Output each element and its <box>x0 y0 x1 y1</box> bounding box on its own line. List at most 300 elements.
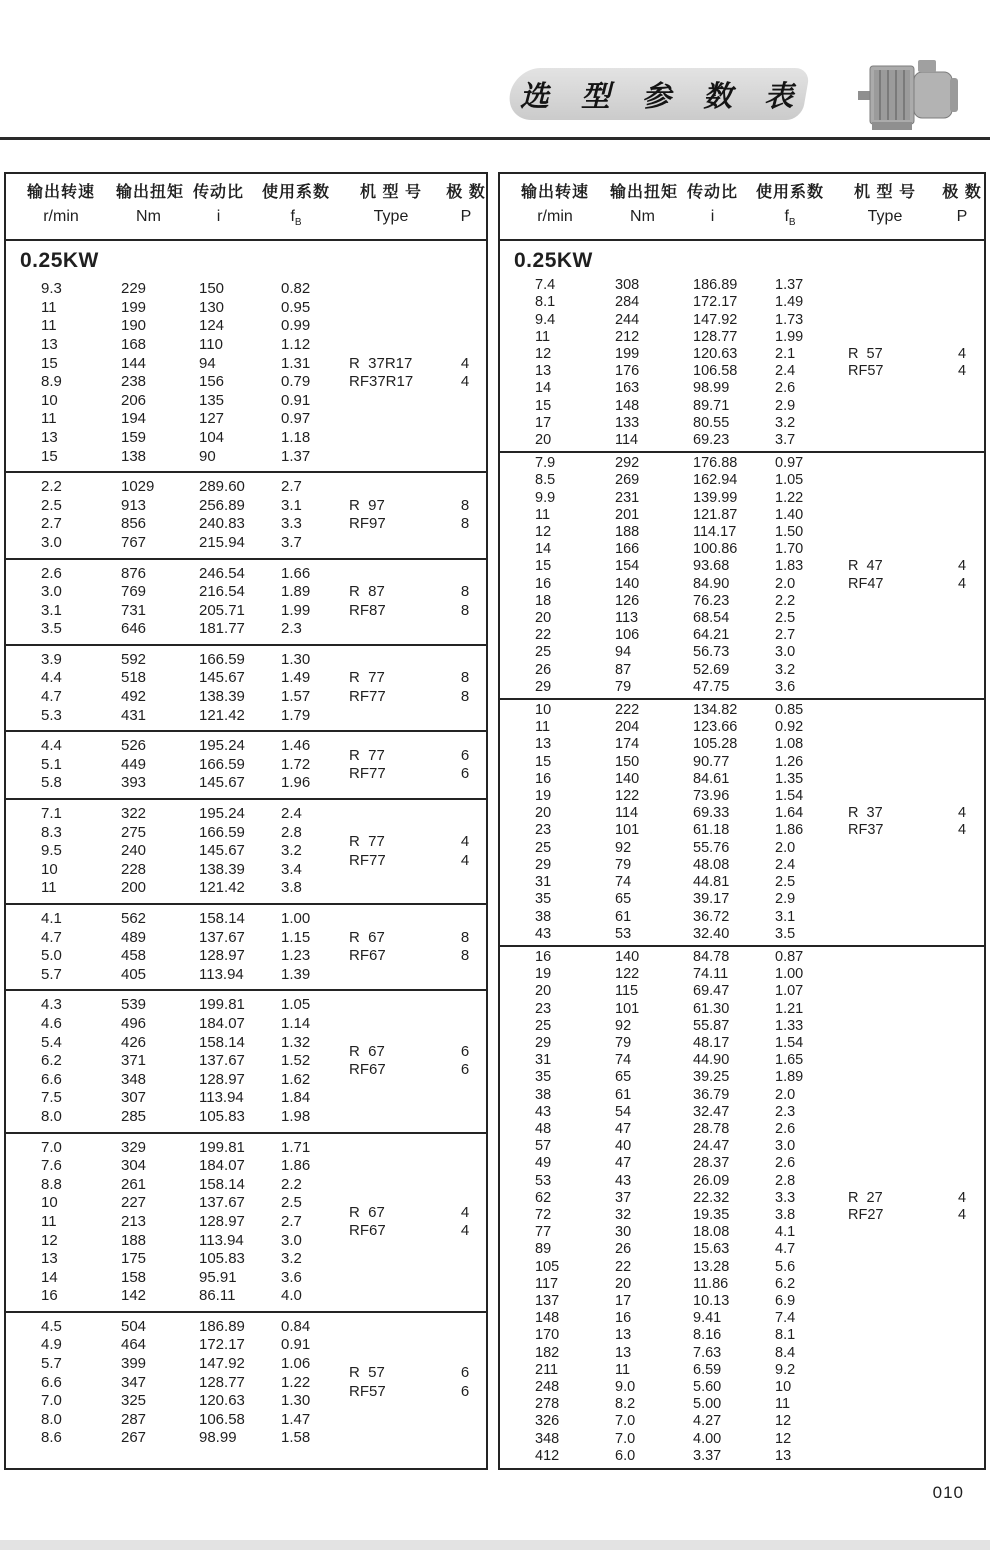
cell-coef: 2.8 <box>281 823 302 841</box>
cell-coef: 1.52 <box>281 1052 311 1070</box>
cell-coef: 2.7 <box>281 478 302 496</box>
cell-torque: 22 <box>615 1258 632 1275</box>
cell-speed: 211 <box>535 1361 559 1378</box>
pole-count: 6 <box>460 1061 470 1079</box>
cell-torque: 148 <box>615 397 640 414</box>
cell-ratio: 84.78 <box>693 948 730 965</box>
cell-coef: 1.65 <box>775 1052 804 1069</box>
cell-ratio: 166.59 <box>199 755 245 773</box>
type-column <box>349 732 483 798</box>
pole-count: 8 <box>460 947 470 965</box>
cell-coef: 3.2 <box>775 661 796 678</box>
type-row <box>349 1061 483 1080</box>
cell-ratio: 216.54 <box>199 583 245 601</box>
cell-speed: 12 <box>535 524 552 541</box>
type-row <box>349 688 483 707</box>
cell-speed: 148 <box>535 1310 560 1327</box>
cell-coef: 0.84 <box>281 1317 311 1335</box>
cell-speed: 22 <box>535 627 552 644</box>
type-column <box>349 646 483 730</box>
type-row <box>349 515 483 534</box>
cell-ratio: 7.63 <box>693 1344 722 1361</box>
cell-coef: 3.2 <box>281 842 302 860</box>
cell-speed: 8.6 <box>41 1429 62 1447</box>
cell-torque: 399 <box>121 1355 147 1373</box>
col-torque-label: 输出扭矩 <box>116 184 185 201</box>
cell-ratio: 32.47 <box>693 1103 730 1120</box>
cell-ratio: 104 <box>199 428 225 446</box>
cell-ratio: 69.23 <box>693 432 730 449</box>
cell-torque: 8.2 <box>615 1396 636 1413</box>
pole-count: 4 <box>957 1206 967 1223</box>
cell-torque: 431 <box>121 706 147 724</box>
cell-coef: 3.0 <box>775 1138 796 1155</box>
pole-count: 4 <box>460 373 470 391</box>
header-divider <box>0 137 990 140</box>
type-row <box>848 1207 980 1224</box>
cell-ratio: 84.61 <box>693 770 730 787</box>
cell-speed: 11 <box>535 719 551 736</box>
pole-count: 4 <box>957 346 967 362</box>
cell-coef: 1.49 <box>281 669 311 687</box>
cell-coef: 12 <box>775 1413 792 1430</box>
type-row <box>349 765 483 784</box>
cell-coef: 4.1 <box>775 1224 796 1241</box>
cell-torque: 504 <box>121 1317 147 1335</box>
parameter-block <box>6 275 486 471</box>
cell-coef: 1.84 <box>281 1089 311 1107</box>
selection-table-left <box>4 172 488 1470</box>
cell-torque: 61 <box>615 908 632 925</box>
cell-speed: 25 <box>535 644 552 661</box>
cell-torque: 11 <box>615 1361 631 1378</box>
cell-coef: 1.70 <box>775 541 804 558</box>
cell-coef: 1.58 <box>281 1429 311 1447</box>
cell-torque: 174 <box>615 736 640 753</box>
cell-speed: 4.9 <box>41 1336 62 1354</box>
type-row <box>349 583 483 602</box>
cell-speed: 117 <box>535 1275 559 1292</box>
cell-coef: 1.50 <box>775 524 804 541</box>
cell-torque: 496 <box>121 1014 147 1032</box>
cell-torque: 539 <box>121 996 147 1014</box>
cell-ratio: 105.83 <box>199 1250 245 1268</box>
cell-torque: 79 <box>615 856 632 873</box>
type-column <box>349 1313 483 1453</box>
cell-speed: 10 <box>41 391 58 409</box>
cell-coef: 1.22 <box>775 489 804 506</box>
cell-torque: 227 <box>121 1194 147 1212</box>
cell-ratio: 11.86 <box>693 1275 729 1292</box>
cell-speed: 18 <box>535 592 552 609</box>
cell-coef: 0.79 <box>281 373 311 391</box>
cell-torque: 222 <box>615 702 640 719</box>
cell-coef: 3.7 <box>775 432 796 449</box>
cell-speed: 43 <box>535 925 552 942</box>
col-type-label: 机 型 号 <box>854 184 916 201</box>
cell-ratio: 15.63 <box>693 1241 730 1258</box>
cell-torque: 267 <box>121 1429 147 1447</box>
cell-speed: 26 <box>535 661 552 678</box>
cell-coef: 1.14 <box>281 1014 311 1032</box>
col-type-unit: Type <box>373 208 409 225</box>
cell-speed: 3.0 <box>41 533 62 551</box>
cell-torque: 199 <box>121 298 147 316</box>
model-type: R 37R17 <box>349 354 413 372</box>
cell-ratio: 205.71 <box>199 601 245 619</box>
cell-coef: 0.82 <box>281 280 311 298</box>
cell-coef: 5.6 <box>775 1258 796 1275</box>
cell-torque: 190 <box>121 317 147 335</box>
cell-ratio: 124 <box>199 317 225 335</box>
cell-coef: 1.35 <box>775 770 804 787</box>
model-type: R 27 <box>848 1189 883 1206</box>
cell-torque: 489 <box>121 928 147 946</box>
cell-ratio: 128.77 <box>693 328 738 345</box>
cell-ratio: 106.58 <box>693 363 738 380</box>
cell-speed: 8.0 <box>41 1107 62 1125</box>
cell-torque: 30 <box>615 1224 632 1241</box>
cell-coef: 11 <box>775 1396 791 1413</box>
type-column <box>349 991 483 1131</box>
cell-speed: 49 <box>535 1155 552 1172</box>
cell-torque: 74 <box>615 1052 632 1069</box>
table-body-right <box>500 249 984 1467</box>
type-row <box>349 1383 483 1402</box>
model-type: R 77 <box>349 746 385 764</box>
cell-speed: 14 <box>535 541 552 558</box>
cell-ratio: 110 <box>199 335 223 353</box>
cell-torque: 144 <box>121 354 147 372</box>
cell-coef: 1.37 <box>281 447 311 465</box>
cell-torque: 163 <box>615 380 640 397</box>
type-row <box>848 363 980 380</box>
cell-coef: 1.79 <box>281 706 311 724</box>
cell-coef: 2.2 <box>775 592 796 609</box>
cell-torque: 7.0 <box>615 1413 636 1430</box>
cell-ratio: 137.67 <box>199 928 245 946</box>
cell-ratio: 32.40 <box>693 925 730 942</box>
cell-speed: 17 <box>535 414 552 431</box>
col-torque-unit: Nm <box>630 208 655 225</box>
cell-ratio: 36.72 <box>693 908 730 925</box>
power-rating: 0.25KW <box>514 249 593 273</box>
cell-coef: 8.4 <box>775 1344 796 1361</box>
cell-speed: 5.3 <box>41 706 62 724</box>
cell-ratio: 181.77 <box>199 620 245 638</box>
cell-ratio: 121.87 <box>693 506 738 523</box>
cell-ratio: 134.82 <box>693 702 738 719</box>
cell-speed: 5.1 <box>41 755 62 773</box>
cell-ratio: 147.92 <box>199 1355 245 1373</box>
cell-ratio: 44.90 <box>693 1052 730 1069</box>
cell-coef: 3.4 <box>281 860 302 878</box>
pole-count: 4 <box>460 851 470 869</box>
cell-torque: 140 <box>615 770 640 787</box>
col-coef-unit: $f_B$ <box>290 208 302 229</box>
pole-count: 4 <box>957 1189 967 1206</box>
cell-ratio: 95.91 <box>199 1268 237 1286</box>
cell-speed: 7.1 <box>41 805 62 823</box>
cell-coef: 7.4 <box>775 1310 796 1327</box>
cell-ratio: 195.24 <box>199 805 245 823</box>
cell-ratio: 128.97 <box>199 1070 245 1088</box>
cell-torque: 138 <box>121 447 147 465</box>
cell-coef: 1.86 <box>775 822 804 839</box>
cell-ratio: 138.39 <box>199 860 245 878</box>
cell-coef: 0.97 <box>281 410 311 428</box>
cell-speed: 8.0 <box>41 1410 62 1428</box>
cell-speed: 7.6 <box>41 1157 62 1175</box>
model-type: R 57 <box>848 346 883 362</box>
cell-coef: 1.32 <box>281 1033 311 1051</box>
col-type-unit: Type <box>867 208 903 225</box>
cell-speed: 9.4 <box>535 311 556 328</box>
cell-torque: 308 <box>615 277 640 294</box>
col-ratio-label: 传动比 <box>192 184 244 201</box>
pole-count: 8 <box>460 601 470 619</box>
cell-coef: 1.99 <box>775 328 804 345</box>
cell-ratio: 80.55 <box>693 414 730 431</box>
cell-speed: 7.5 <box>41 1089 62 1107</box>
pole-count: 4 <box>957 363 967 380</box>
cell-speed: 62 <box>535 1189 552 1206</box>
cell-coef: 3.5 <box>775 925 796 942</box>
cell-coef: 1.39 <box>281 965 311 983</box>
cell-speed: 7.9 <box>535 455 556 472</box>
cell-ratio: 172.17 <box>199 1336 245 1354</box>
cell-ratio: 138.39 <box>199 688 245 706</box>
cell-coef: 0.97 <box>775 455 804 472</box>
cell-ratio: 98.99 <box>693 380 730 397</box>
model-type: RF47 <box>848 575 884 592</box>
cell-torque: 405 <box>121 965 147 983</box>
cell-coef: 1.21 <box>775 1000 804 1017</box>
cell-ratio: 3.37 <box>693 1447 722 1464</box>
selection-table-right <box>498 172 986 1470</box>
cell-coef: 2.6 <box>775 380 796 397</box>
type-row <box>349 929 483 948</box>
cell-coef: 1.54 <box>775 1034 804 1051</box>
cell-ratio: 162.94 <box>693 472 738 489</box>
cell-coef: 2.4 <box>775 856 796 873</box>
cell-ratio: 158.14 <box>199 1175 245 1193</box>
cell-torque: 94 <box>615 644 632 661</box>
cell-torque: 194 <box>121 410 147 428</box>
cell-coef: 2.7 <box>775 627 796 644</box>
cell-ratio: 135 <box>199 391 225 409</box>
cell-torque: 7.0 <box>615 1430 636 1447</box>
cell-speed: 10 <box>41 1194 58 1212</box>
cell-torque: 61 <box>615 1086 632 1103</box>
cell-coef: 2.8 <box>775 1172 796 1189</box>
type-column <box>349 800 483 903</box>
cell-torque: 284 <box>615 294 640 311</box>
cell-ratio: 176.88 <box>693 455 738 472</box>
cell-torque: 6.0 <box>615 1447 636 1464</box>
cell-speed: 11 <box>535 328 551 345</box>
cell-torque: 292 <box>615 455 640 472</box>
cell-coef: 2.3 <box>775 1103 796 1120</box>
pole-count: 8 <box>460 688 470 706</box>
type-row <box>349 355 483 374</box>
cell-speed: 8.5 <box>535 472 556 489</box>
table-header <box>6 174 486 241</box>
cell-torque: 20 <box>615 1275 632 1292</box>
cell-speed: 4.6 <box>41 1014 62 1032</box>
cell-coef: 1.72 <box>281 755 311 773</box>
cell-speed: 2.6 <box>41 564 62 582</box>
cell-coef: 1.40 <box>775 506 804 523</box>
type-row <box>848 805 980 822</box>
col-speed-label: 输出转速 <box>26 184 95 201</box>
cell-speed: 4.5 <box>41 1317 62 1335</box>
cell-torque: 16 <box>615 1310 632 1327</box>
cell-coef: 3.2 <box>281 1250 302 1268</box>
cell-torque: 228 <box>121 860 147 878</box>
cell-torque: 154 <box>615 558 640 575</box>
model-type: RF37R17 <box>349 373 414 391</box>
cell-ratio: 114.17 <box>693 524 737 541</box>
cell-ratio: 256.89 <box>199 496 245 514</box>
pole-count: 8 <box>460 928 470 946</box>
type-row <box>848 576 980 593</box>
cell-speed: 10 <box>41 860 58 878</box>
cell-torque: 133 <box>615 414 640 431</box>
cell-speed: 25 <box>535 1017 552 1034</box>
type-column <box>349 275 483 471</box>
col-coef-unit: $f_B$ <box>784 208 796 229</box>
parameter-block <box>500 698 984 945</box>
cell-torque: 269 <box>615 472 640 489</box>
cell-torque: 122 <box>615 788 640 805</box>
pole-count: 4 <box>957 822 967 839</box>
cell-torque: 122 <box>615 966 640 983</box>
col-ratio-unit: i <box>216 208 221 225</box>
cell-speed: 15 <box>535 753 552 770</box>
cell-torque: 37 <box>615 1189 632 1206</box>
col-type-label: 机 型 号 <box>360 184 422 201</box>
cell-coef: 1.05 <box>281 996 311 1014</box>
cell-speed: 170 <box>535 1327 560 1344</box>
cell-speed: 182 <box>535 1344 560 1361</box>
cell-speed: 9.5 <box>41 842 62 860</box>
cell-ratio: 145.67 <box>199 669 245 687</box>
cell-torque: 562 <box>121 910 147 927</box>
cell-torque: 492 <box>121 688 147 706</box>
cell-ratio: 199.81 <box>199 996 245 1014</box>
cell-torque: 126 <box>615 592 640 609</box>
cell-speed: 89 <box>535 1241 552 1258</box>
col-poles-unit: P <box>956 208 968 225</box>
cell-speed: 14 <box>41 1268 58 1286</box>
model-type: R 47 <box>848 558 883 575</box>
cell-speed: 11 <box>535 506 551 523</box>
cell-coef: 1.89 <box>281 583 311 601</box>
cell-ratio: 84.90 <box>693 575 730 592</box>
cell-coef: 9.2 <box>775 1361 796 1378</box>
model-type: RF77 <box>349 765 386 783</box>
parameter-block <box>6 989 486 1131</box>
cell-torque: 114 <box>615 432 639 449</box>
cell-speed: 29 <box>535 1034 552 1051</box>
cell-ratio: 150 <box>199 280 225 298</box>
cell-speed: 137 <box>535 1292 560 1309</box>
cell-coef: 2.0 <box>775 839 796 856</box>
parameter-block <box>6 1132 486 1311</box>
cell-coef: 0.92 <box>775 719 804 736</box>
cell-torque: 458 <box>121 947 147 965</box>
model-type: R 67 <box>349 1042 385 1060</box>
cell-speed: 8.9 <box>41 373 62 391</box>
cell-speed: 11 <box>41 317 57 335</box>
model-type: RF37 <box>848 822 884 839</box>
cell-speed: 13 <box>535 736 552 753</box>
cell-coef: 1.64 <box>775 805 804 822</box>
cell-coef: 1.57 <box>281 688 311 706</box>
cell-coef: 1.06 <box>281 1355 311 1373</box>
cell-speed: 77 <box>535 1224 552 1241</box>
cell-torque: 53 <box>615 925 632 942</box>
cell-coef: 2.1 <box>775 346 796 362</box>
col-coef-label: 使用系数 <box>261 184 330 201</box>
cell-coef: 1.73 <box>775 311 804 328</box>
cell-speed: 15 <box>535 397 552 414</box>
col-speed-unit: r/min <box>537 208 573 225</box>
cell-torque: 43 <box>615 1172 632 1189</box>
cell-ratio: 127 <box>199 410 225 428</box>
cell-coef: 0.95 <box>281 298 311 316</box>
cell-ratio: 55.87 <box>693 1017 730 1034</box>
cell-speed: 13 <box>535 363 552 380</box>
cell-coef: 2.3 <box>281 620 302 638</box>
pole-count: 6 <box>460 1042 470 1060</box>
cell-torque: 47 <box>615 1120 632 1137</box>
parameter-block <box>500 945 984 1467</box>
cell-speed: 6.2 <box>41 1052 62 1070</box>
cell-torque: 26 <box>615 1241 632 1258</box>
cell-speed: 7.0 <box>41 1138 62 1156</box>
cell-coef: 2.6 <box>775 1155 796 1172</box>
cell-torque: 74 <box>615 874 632 891</box>
cell-speed: 38 <box>535 908 552 925</box>
cell-coef: 2.4 <box>281 805 302 823</box>
page-title-banner <box>505 68 810 120</box>
cell-speed: 5.0 <box>41 947 62 965</box>
cell-torque: 287 <box>121 1410 147 1428</box>
cell-coef: 1.47 <box>281 1410 311 1428</box>
cell-coef: 1.07 <box>775 983 804 1000</box>
model-type: R 37 <box>848 805 883 822</box>
cell-torque: 188 <box>615 524 640 541</box>
cell-ratio: 137.67 <box>199 1194 245 1212</box>
cell-coef: 3.1 <box>775 908 796 925</box>
cell-speed: 248 <box>535 1378 560 1395</box>
pole-count: 8 <box>460 515 470 533</box>
cell-speed: 15 <box>41 447 58 465</box>
cell-speed: 7.4 <box>535 277 556 294</box>
model-type: R 87 <box>349 583 385 601</box>
cell-torque: 92 <box>615 839 632 856</box>
model-type: R 67 <box>349 928 385 946</box>
cell-torque: 426 <box>121 1033 147 1051</box>
cell-speed: 9.3 <box>41 280 62 298</box>
cell-torque: 261 <box>121 1175 147 1193</box>
model-type: RF97 <box>349 515 386 533</box>
cell-speed: 43 <box>535 1103 552 1120</box>
cell-speed: 12 <box>535 346 552 362</box>
cell-ratio: 113.94 <box>199 965 244 983</box>
